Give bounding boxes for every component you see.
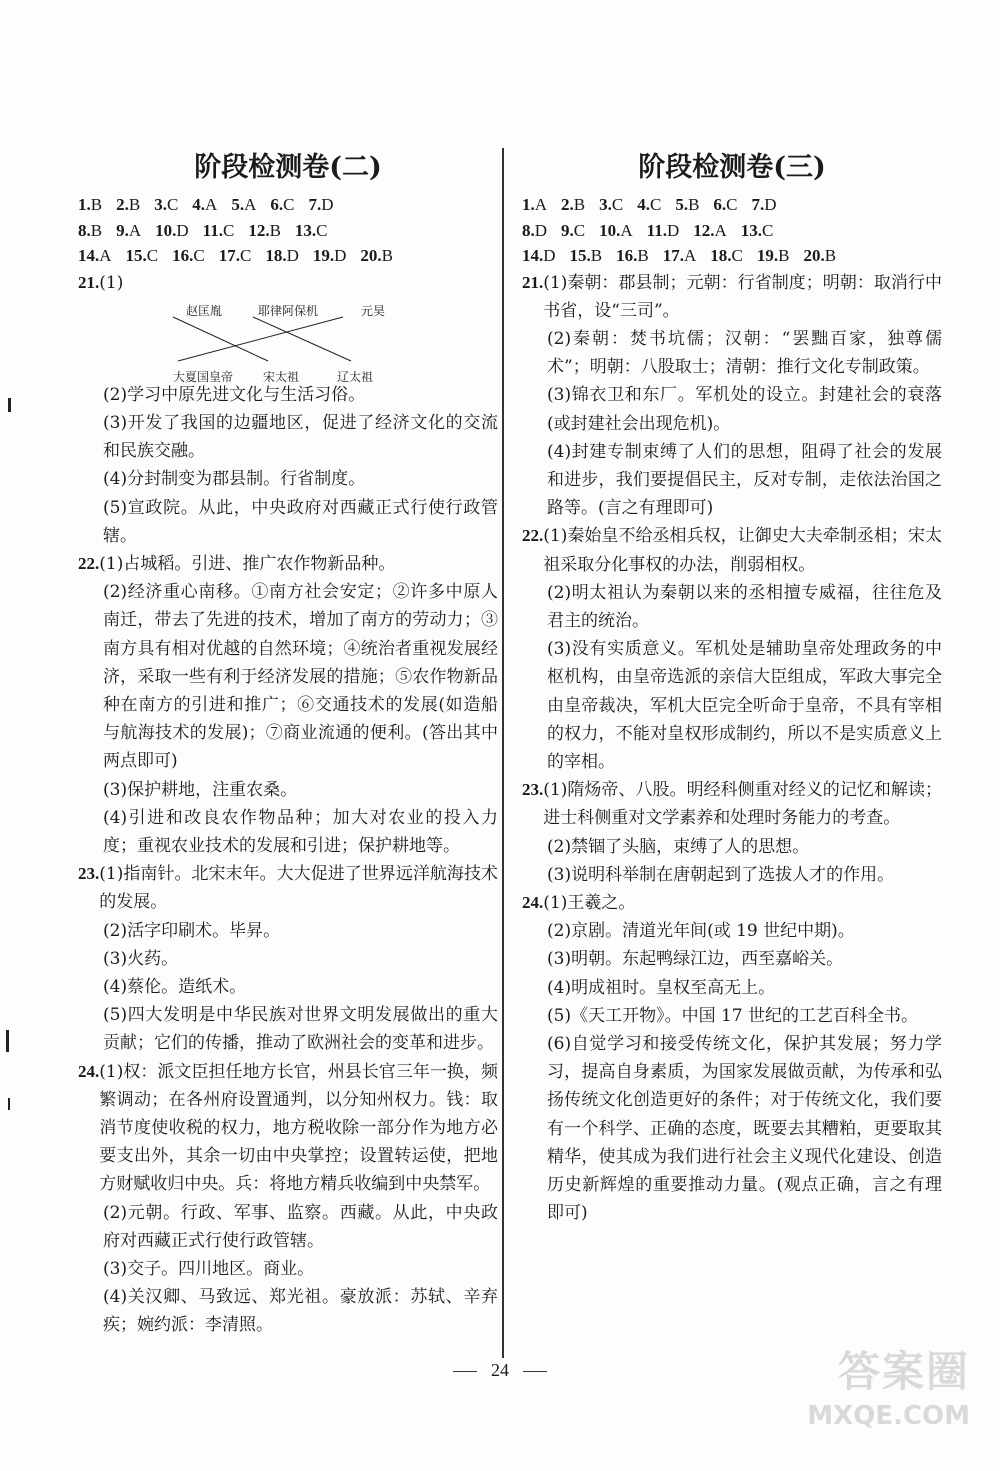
mc-answer-row: [78, 218, 498, 244]
mc-number: 5.: [675, 195, 689, 214]
answer-text: (3)保护耕地，注重农桑。: [103, 779, 298, 800]
mc-answer: [713, 195, 737, 214]
answer-text: (5)四大发明是中华民族对世界文明发展做出的重大贡献；它们的传播，推动了欧洲社会的变革和进步。: [103, 1005, 498, 1054]
diagram-top-label: 赵匡胤: [186, 303, 223, 318]
mc-letter: C: [611, 195, 624, 214]
mc-number: 9.: [561, 220, 574, 240]
mc-number: 13.: [294, 220, 317, 240]
mc-letter: D: [764, 195, 777, 214]
mc-number: 14.: [78, 246, 100, 265]
answer-text: (2)经济重心南移。①南方社会安定；②许多中原人南迁，带去了先进的技术，增加了南方的劳动力；③南方具有相对优越的自然环境；④统治者重视发展经济，采取一些有利于经济发展的措施；⑤农作物新品种在南方的引进和推广；⑥交通技术的发展(如造船与航海技术的发展)；⑦商业流通的便利。(答出其中两点即可): [103, 582, 498, 772]
answer-text: (1): [99, 272, 124, 293]
mc-number: 16.: [172, 246, 194, 265]
left-question-21: [78, 269, 498, 550]
mc-letter: A: [683, 246, 697, 265]
watermark-url: MXQE.COM: [807, 1401, 970, 1431]
mc-letter: D: [321, 195, 334, 214]
answer-text: (1)秦朝：郡县制；元朝：行省制度；明朝：取消行中书省，设“三司”。: [543, 272, 942, 321]
mc-answer: [803, 246, 836, 265]
mc-number: 19.: [756, 246, 779, 265]
mc-answer: [752, 195, 777, 214]
watermark-logo: [780, 1339, 970, 1449]
mc-letter: C: [222, 220, 235, 240]
answer-text: (1)占城稻。引进、推广农作物新品种。: [99, 553, 396, 574]
mc-number: 7.: [308, 195, 322, 214]
mc-letter: C: [166, 195, 179, 214]
mc-letter: C: [239, 246, 252, 265]
mc-answer: [172, 246, 205, 265]
mc-letter: D: [666, 220, 680, 240]
left-column: [78, 150, 498, 1340]
mc-number: 1.: [522, 195, 535, 214]
answer-text: (3)没有实质意义。军机处是辅助皇帝处理政务的中枢机构，由皇帝选派的亲信大臣组成，军政大事完全由皇帝裁决，军机大臣完全听命于皇帝，不具有宰相的权力，不能对皇权形成制约，所以不是实质意义上的宰相。: [547, 639, 942, 772]
mc-letter: C: [193, 246, 205, 265]
mc-answer-row: [522, 192, 942, 218]
answer-text: (4)分封制变为郡县制。行省制度。: [103, 469, 366, 490]
question-number: 23.: [78, 864, 100, 884]
mc-letter: B: [90, 220, 103, 240]
answer-text: (1)隋炀帝、八股。明经科侧重对经义的记忆和解读；进士科侧重对文学素养和处理时务能力的考查。: [543, 780, 942, 829]
mc-number: 11.: [202, 220, 223, 240]
mc-letter: D: [534, 220, 548, 240]
mc-number: 3.: [599, 195, 612, 214]
answer-text: (1)秦始皇不给丞相兵权，让御史大夫牵制丞相；宋太祖采取分化事权的办法，削弱相权。: [543, 526, 942, 575]
mc-number: 5.: [231, 195, 245, 214]
mc-number: 17.: [662, 246, 684, 265]
left-section-title: 阶段检测卷(二): [194, 152, 382, 183]
mc-answer: [637, 195, 661, 214]
mc-answer: [308, 195, 333, 214]
mc-number: 6.: [270, 195, 284, 214]
answer-text: (1)权：派文臣担任地方长官，州县长官三年一换，频繁调动；在各州府设置通判，以分知州权力。钱：取消节度使收税的权力，地方税收除一部分作为地方必要支出外，其余一切由中央掌控；设置转运使，把地方财赋收归中央。兵：将地方精兵收编到中央禁军。: [99, 1061, 498, 1195]
mc-letter: B: [90, 195, 103, 214]
mc-letter: B: [778, 246, 790, 265]
mc-number: 13.: [740, 220, 763, 240]
question-number: 21.: [522, 272, 544, 292]
mc-answer: [155, 221, 189, 240]
mc-letter: A: [534, 195, 548, 214]
mc-number: 15.: [569, 246, 591, 265]
left-mc-answers: [78, 192, 498, 269]
mc-letter: A: [714, 220, 727, 240]
mc-letter: C: [316, 220, 328, 240]
question-number: 22.: [78, 553, 100, 573]
mc-answer: [270, 195, 294, 214]
mc-number: 18.: [710, 246, 732, 265]
answer-text: (3)火药。: [103, 948, 179, 969]
diagram-bottom-label: 大夏国皇帝: [173, 369, 234, 384]
mc-letter: B: [824, 246, 837, 265]
mc-answer: [360, 246, 393, 265]
mc-answer: [647, 221, 680, 240]
mc-number: 20.: [360, 246, 382, 265]
answer-text: (4)关汉卿、马致远、郑光祖。豪放派：苏轼、辛弃疾；婉约派：李清照。: [103, 1287, 498, 1336]
mc-answer: [192, 195, 217, 214]
mc-letter: C: [146, 246, 159, 265]
right-column: [522, 150, 942, 1227]
mc-number: 12.: [248, 220, 270, 240]
mc-answer-row: [78, 243, 498, 269]
diagram-bottom-label: 辽太祖: [337, 369, 374, 384]
left-question-22: [78, 550, 498, 860]
mc-answer: [219, 246, 252, 265]
mc-letter: A: [620, 220, 633, 240]
mc-answer: [203, 221, 235, 240]
mc-answer: [599, 195, 623, 214]
answer-text: (4)引进和改良农作物品种；加大对农业的投入力度；重视农业技术的发展和引进；保护耕地等。: [103, 807, 498, 856]
mc-answer: [116, 195, 140, 214]
mc-answer: [231, 195, 256, 214]
mc-number: 11.: [646, 220, 667, 240]
mc-letter: C: [649, 195, 662, 214]
right-question-21: [522, 269, 942, 523]
mc-number: 4.: [637, 195, 650, 214]
answer-text: (4)明成祖时。皇权至高无上。: [547, 977, 776, 998]
mc-answer: [522, 246, 556, 265]
answer-text: (2)元朝。行政、军事、监察。西藏。从此，中央政府对西藏正式行使行政管辖。: [103, 1202, 498, 1251]
scan-mark: [6, 1030, 9, 1052]
mc-answer-row: [522, 218, 942, 244]
right-section-title: 阶段检测卷(三): [638, 152, 826, 183]
mc-letter: C: [731, 246, 743, 265]
mc-answer: [116, 221, 141, 240]
diagram-top-label: 元昊: [361, 303, 386, 318]
mc-number: 10.: [599, 220, 621, 240]
diagram-top-label: 耶律阿保机: [258, 303, 319, 318]
mc-letter: D: [543, 246, 556, 265]
answer-text: (2)秦朝：焚书坑儒；汉朝：“罢黜百家，独尊儒术”；明朝：八股取士；清朝：推行文化专制政策。: [547, 328, 942, 378]
mc-answer: [522, 221, 547, 240]
answer-text: (2)学习中原先进文化与生活习俗。: [103, 384, 366, 405]
answer-text: (4)封建专制束缚了人们的思想，阻碍了社会的发展和进步，我们要提倡民主，反对专制，走依法治国之路等。(言之有理即可): [547, 441, 942, 519]
left-question-24: [78, 1058, 498, 1340]
answer-text: (1)指南针。北宋末年。大大促进了世界远洋航海技术的发展。: [99, 864, 498, 913]
mc-answer: [295, 221, 328, 240]
scan-mark: [8, 398, 11, 412]
question-number: 21.: [78, 272, 100, 292]
mc-letter: D: [334, 246, 347, 265]
mc-answer: [265, 246, 299, 265]
mc-answer: [126, 246, 159, 265]
mc-number: 6.: [713, 195, 727, 214]
mc-number: 9.: [116, 220, 129, 240]
right-question-24: [522, 889, 942, 1227]
question-number: 24.: [522, 892, 544, 912]
answer-text: (1)王羲之。: [543, 892, 636, 913]
mc-letter: C: [762, 220, 774, 240]
answer-text: (2)禁锢了头脑，束缚了人的思想。: [547, 836, 810, 857]
footer-dash: [453, 1371, 477, 1372]
mc-letter: A: [128, 220, 142, 240]
mc-number: 8.: [78, 220, 91, 240]
answer-text: (2)活字印刷术。毕昇。: [103, 920, 281, 941]
mc-letter: A: [244, 195, 257, 214]
mc-letter: A: [99, 246, 112, 265]
mc-number: 16.: [616, 246, 638, 265]
mc-answer: [570, 246, 603, 265]
mc-answer: [78, 246, 112, 265]
mc-answer: [710, 246, 743, 265]
mc-number: 20.: [803, 246, 825, 265]
mc-number: 19.: [312, 246, 335, 265]
mc-number: 18.: [265, 246, 287, 265]
mc-answer: [757, 246, 790, 265]
mc-answer: [741, 221, 774, 240]
mc-answer: [78, 221, 102, 240]
answer-text: (2)京剧。清道光年间(或 19 世纪中期)。: [547, 921, 855, 942]
answer-text: (3)锦衣卫和东厂。军机处的设立。封建社会的衰落(或封建社会出现危机)。: [547, 385, 942, 434]
mc-answer: [561, 195, 585, 214]
mc-letter: D: [176, 220, 189, 240]
watermark-text: 答案圈: [837, 1347, 970, 1396]
page-number: 24: [491, 1360, 509, 1380]
mc-letter: A: [205, 195, 218, 214]
answer-text: (3)明朝。东起鸭绿江边，西至嘉峪关。: [547, 949, 844, 970]
answer-text: (3)说明科举制在唐朝起到了选拔人才的作用。: [547, 864, 895, 885]
footer-dash: [523, 1371, 547, 1372]
mc-letter: B: [128, 195, 141, 214]
answer-text: (5)《天工开物》。中国 17 世纪的工艺百科全书。: [547, 1005, 919, 1026]
mc-number: 2.: [561, 195, 574, 214]
mc-answer: [663, 246, 697, 265]
mc-number: 7.: [751, 195, 765, 214]
question-number: 23.: [522, 780, 544, 800]
mc-answer: [522, 195, 547, 214]
scan-mark: [8, 1098, 10, 1110]
right-question-23: [522, 776, 942, 889]
mc-number: 4.: [192, 195, 206, 214]
mc-answer: [248, 221, 281, 240]
mc-letter: B: [637, 246, 649, 265]
mc-answer: [675, 195, 699, 214]
mc-letter: B: [590, 246, 603, 265]
mc-answer: [154, 195, 178, 214]
answer-text: (6)自觉学习和接受传统文化，保护其发展；努力学习，提高自身素质，为国家发展做贡献，为传承和弘扬传统文化创造更好的条件；对于传统文化，我们要有一个科学、正确的态度，既要去其糟粕，更要取其精华，使其成为我们进行社会主义现代化建设、创造历史新辉煌的重要推动力量。(观点正确，言之有理即可): [547, 1033, 942, 1224]
mc-answer-row: [522, 243, 942, 269]
mc-letter: B: [573, 195, 586, 214]
mc-letter: C: [726, 195, 738, 214]
mc-letter: B: [381, 246, 393, 265]
mc-letter: C: [573, 220, 586, 240]
column-divider: [502, 148, 504, 1358]
mc-letter: C: [283, 195, 295, 214]
left-question-23: [78, 860, 498, 1057]
mc-answer: [693, 221, 727, 240]
mc-number: 17.: [218, 246, 240, 265]
answer-text: (3)交子。四川地区。商业。: [103, 1259, 315, 1279]
mc-answer: [599, 221, 633, 240]
matching-diagram: [103, 297, 498, 384]
mc-letter: D: [286, 246, 299, 265]
mc-number: 8.: [522, 220, 535, 240]
mc-answer-row: [78, 192, 498, 218]
mc-answer: [313, 246, 347, 265]
mc-number: 10.: [155, 220, 177, 240]
answer-text: (4)蔡伦。造纸术。: [103, 976, 247, 997]
mc-answer: [616, 246, 649, 265]
mc-number: 12.: [693, 220, 715, 240]
mc-answer: [78, 195, 102, 214]
answer-text: (3)开发了我国的边疆地区，促进了经济文化的交流和民族交融。: [103, 412, 498, 462]
mc-letter: B: [269, 220, 281, 240]
right-question-22: [522, 522, 942, 776]
question-number: 24.: [78, 1061, 100, 1081]
mc-letter: B: [688, 195, 700, 214]
mc-number: 15.: [125, 246, 147, 265]
mc-number: 14.: [522, 246, 544, 265]
mc-number: 3.: [154, 195, 167, 214]
answer-text: (5)宣政院。从此，中央政府对西藏正式行使行政管辖。: [103, 497, 498, 546]
mc-answer: [561, 221, 585, 240]
question-number: 22.: [522, 526, 544, 546]
answer-text: (2)明太祖认为秦朝以来的丞相擅专威福，往往危及君主的统治。: [547, 582, 942, 631]
mc-number: 1.: [78, 195, 91, 214]
diagram-bottom-label: 宋太祖: [263, 369, 300, 384]
right-mc-answers: [522, 192, 942, 269]
mc-number: 2.: [116, 195, 129, 214]
